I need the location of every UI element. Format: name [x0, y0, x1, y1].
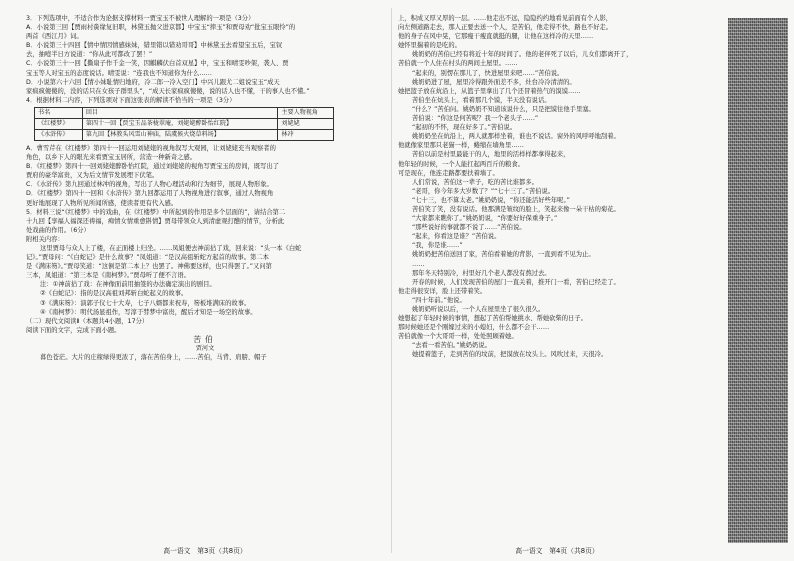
essay-line: …… [412, 260, 425, 268]
essay-line: 那年冬天特别冷，村里好几个老人都没有熬过去。 [412, 269, 551, 277]
essay-line: 他就像家里那只老猫一样，蜷缩在墙角里…… [398, 142, 524, 150]
section-instruction: 阅读下面的文字，完成下面小题。 [26, 326, 121, 334]
q5-line: 5．材料三说“《红楼梦》中的戏曲，在《红楼梦》中所起到的作用是多个层面的”，请结合第二 [26, 208, 286, 216]
essay-line: “起初的不怀，现在好多了。”苦伯说。 [412, 124, 517, 132]
essay-line: 姚奶奶进了屋，屋里冷得跟外面差不多，灶台冷冷清清的。 [412, 78, 576, 86]
q5-line: 附相关内容： [26, 235, 64, 243]
q4-intro: 4．根据材料二内容，下列选项对下面这张表的解读不恰当的一项是（3分） [26, 96, 236, 104]
q4-option-line: B．《红楼梦》第四十一回刘姥姥醉卧怡红院，通过刘姥姥的视角写贾宝玉的房间，既写出了 [26, 163, 280, 171]
essay-line: 她提着篮子，走到苦伯的坟前，把馍放在坟头上。风吹过来，天很冷。 [412, 351, 608, 359]
essay-line: “什么？”苦伯问。姚奶奶不知道该说什么，只是把馍往他手里塞。 [412, 105, 595, 113]
essay-line: 她把篮子放在炕沿上，从篮子里拿出了几个还冒着热气的馍馍…… [398, 87, 581, 95]
note-line: 注：①神前拈了戏：在神像面前用抽签的办法确定演出的剧目。 [40, 281, 216, 289]
left-page [26, 14, 384, 549]
q3-line: 去，抽噎半日方说道：“你从此可都改了罢！” [26, 51, 153, 59]
page-footer-left: 高一语文 第3页（共8页） [163, 547, 247, 555]
question-4 [26, 96, 384, 208]
essay-line: “老哥，你今年多大岁数了？”“七十三了。”苦伯说。 [412, 187, 555, 195]
essay-line: 苦伯说：“你这是何苦呢？我一个老头子……” [412, 115, 539, 123]
right-page [398, 14, 716, 549]
note-line: ②《白蛇记》：指的是汉高祖刘邦斩白蛇起义的故事。 [40, 290, 188, 298]
essay-line: 姚奶奶听说以后，一个人在屋里坐了很久很久。 [412, 306, 545, 313]
note-line: ④《南柯梦》：明代汤显祖作，写淳于棼梦中富贵，醒后才知是一场空的故事。 [40, 308, 257, 316]
q3-line: 家疯疯傻傻的，没的话只在女孩子群里头”，“成天长家疯疯傻傻，说的话人也不懂，干的事人也不懂。” [26, 87, 310, 95]
q4-option-line: C．《水浒传》第九回通过林冲的视角，写出了人物心理活动和行为细节，展现人物形象。 [26, 181, 273, 189]
scan-noise-strip [728, 18, 788, 543]
essay-line: “那些说好的事就都不说了……”苦伯说。 [412, 224, 526, 232]
essay-opening: 暮色苍茫。大片的庄稼绿得更浓了，落在苦伯身上，……苦伯，马背、肩膀、帽子 [40, 354, 267, 362]
table-header: 主要人物视角 [278, 107, 334, 118]
essay-line: 上，积成又厚又厚的一层。……他走出不远，隐隐约约地看见前面有个人影， [398, 15, 613, 22]
essay-line: 苦伯坐在炕头上，看着那几个馍，半天没有说话。 [412, 96, 551, 104]
page-footer-right: 高一语文 第4页（共8页） [515, 547, 599, 555]
q3-line: A．小说第三回【贾雨村夤缘复旧职，林黛玉抛父进京都】中宝玉“摔玉”和贾母劝“批宝玉眼怜”的 [26, 24, 296, 32]
table-cell: 刘姥姥 [278, 118, 334, 129]
q3-line: 宝玉等人对宝玉的态度说话。晴雯说：“连我也不知道你为什么…… [26, 69, 212, 77]
q4-option-line: D．《红楼梦》第四十一回和《水浒传》第九回都运用了人物视角进行叙事，通过人物视角 [26, 190, 274, 198]
essay-body [398, 14, 716, 360]
q5-line: 十九回【享福人福深还祷福，痴情女情重愈斟情】贾母带领众人到清虚观打醮的情节，分析此 [26, 217, 285, 225]
essay-line: 那时候她还是个刚嫁过来的小媳妇，什么都不会干…… [398, 324, 550, 332]
essay-line: 开春的时候，人们发现苦伯的屋门一直关着，推开门一看，苦伯已经走了。 [412, 278, 620, 286]
table-row [35, 118, 334, 129]
essay-line: “去看一看苦伯。”姚奶奶说。 [412, 342, 491, 350]
essay-author: 贾河文 [195, 345, 215, 352]
essay-line: “我，你是谁……” [412, 242, 463, 250]
essay-line: 姚奶奶的苦伯已经有将近十年的时间了。他的老伴死了以后，儿女们都离开了， [412, 51, 633, 59]
attached-passage-line: 是《满床笏》。”贾母笑道：“这倒是第二本上？也罢了。神佛要这样，也只得罢了。”又问第 [26, 263, 272, 271]
note-line: ③《满床笏》：演郭子仪七十大寿，七子八婿都来祝寿，笏板堆满床的故事。 [40, 299, 251, 307]
table-header: 书名 [35, 107, 83, 118]
table-cell: 第四十一回【贾宝玉品茶栊翠庵，刘姥姥醉卧怡红院】 [82, 118, 278, 129]
question-3 [26, 14, 384, 96]
page-fold [391, 8, 392, 553]
q4-option-line: 角色，以乡下人的眼光来看贾宝玉居所，营造一种新奇之感。 [26, 154, 197, 162]
essay-line: 苦伯就一个人住在村头的两间土屋里。…… [398, 60, 518, 68]
essay-line: 姚奶奶把苦伯送回了家，苦伯看着她的背影，一直到看不见为止。 [412, 251, 595, 259]
q3-line: C．小说第三十一回【撕扇子作千金一笑，因麒麟伏白首双星】中，宝玉和晴雯吵架，袭人、贾 [26, 60, 289, 68]
essay-line: 可是现在，他连走路都要扶着墙了。 [398, 169, 499, 177]
essay-line: 苦伯笑了笑，没有说话。他那满是皱纹的脸上，笑起来像一朵干枯的菊花。 [412, 205, 620, 213]
q4-option-line: A．曹雪芹在《红楼梦》第四十一回运用刘姥姥的视角叙写大观园，让刘姥姥充当观察者的 [26, 144, 276, 152]
attached-passage-line: 这里贾母与众人上了楼，在正面楼上归坐。……凤姐便去神前拈了戏，回来说：“头一本《白蛇 [40, 244, 302, 252]
attached-passage-line: 记》。”贾母问：“《白蛇记》是什么故事？”凤姐道：“是汉高祖斩蛇方起首的故事。第二本 [26, 254, 269, 262]
table-cell: 《水浒传》 [35, 129, 83, 140]
table-row [35, 129, 334, 140]
q4-option-line: 贾府的豪华富贵，又为后文情节发展埋下伏笔。 [26, 172, 159, 180]
q5-line: 处戏曲的作用。（6分） [26, 226, 90, 234]
essay-line: 她怀里揣着的是吃的。 [398, 42, 461, 50]
table-cell: 第九回【林教头风雪山神庙，陆虞候火烧草料场】 [82, 129, 278, 140]
essay-line: 他的身子在风中晃，它那瘦干瘦直就挺的腿，让他在这样冷的天里…… [398, 33, 594, 41]
essay-line: 苦伯以前是村里最能干的人，地里的活样样都拿得起来， [412, 151, 570, 159]
q4-table [34, 107, 334, 141]
essay-line: “大家都来瞧你了。”姚奶奶说，“你要好好保重身子。” [412, 215, 558, 223]
q3-line: B．小说第三十四回【情中情因情感妹妹，错里错以错劝哥哥】中林黛玉去看望宝玉后，宝钗 [26, 42, 283, 50]
attached-passage-line: 三本，凤姐道：“第三本是《南柯梦》。”贾母听了便不言语。 [26, 272, 190, 280]
q4-option-line: 更好地展现了人物所见所闻所感，使读者更有代入感。 [26, 199, 178, 207]
essay-title: 苦伯 [193, 334, 217, 344]
section-heading: （二）现代文阅读Ⅱ（本题共4小题，17分） [26, 317, 149, 325]
essay-line: 苦伯就像一个大哥哥一样，处处照顾着她。 [398, 333, 518, 341]
essay-line: 人们常说，苦伯这一辈子，吃的苦比谁都多。 [412, 178, 538, 186]
essay-line: “四十年前。”他说。 [412, 296, 466, 304]
q3-line: 3．下列选项中，不适合作为论据支撑材料一贾宝玉不被世人理解的一项是（3分） [26, 15, 255, 22]
question-5 [26, 208, 384, 317]
essay-line: “七十三，也不算太老。”姚奶奶说，“你还能活好些年呢。” [412, 196, 570, 204]
essay-line: 他年轻的时候，一个人能扛起两百斤的粮食。 [398, 160, 524, 168]
essay-line: “起来，你看这是谁？”苦伯说。 [412, 233, 501, 241]
essay-line: 他走得很安详，脸上还带着笑。 [398, 287, 487, 295]
table-header-row [35, 107, 334, 118]
essay-line: 向左侧道路走去，那人正要去送一个人，是苦伯，他走得不快，路也不好走。 [398, 24, 613, 32]
essay-line: 姚奶奶坐在炕沿上，两人就那样坐着，谁也不说话。窗外的风呼呼地刮着。 [412, 133, 620, 141]
table-header: 回目 [82, 107, 278, 118]
q3-line: 两首《西江月》词。 [26, 33, 83, 41]
table-cell: 林冲 [278, 129, 334, 140]
essay-line: 她想起了年轻时候的事情，想起了苦伯帮她挑水、帮她砍柴的日子。 [398, 315, 587, 323]
table-cell: 《红楼梦》 [35, 118, 83, 129]
q3-line: D．小说第六十六回【情小妹耻情归地府，冷二郎一冷入空门】中兴儿跟尤二姐说宝玉“成天 [26, 78, 280, 86]
essay-line: “起来的，别愣在那儿了，快进屋里来吧……”苦伯说。 [412, 69, 564, 77]
